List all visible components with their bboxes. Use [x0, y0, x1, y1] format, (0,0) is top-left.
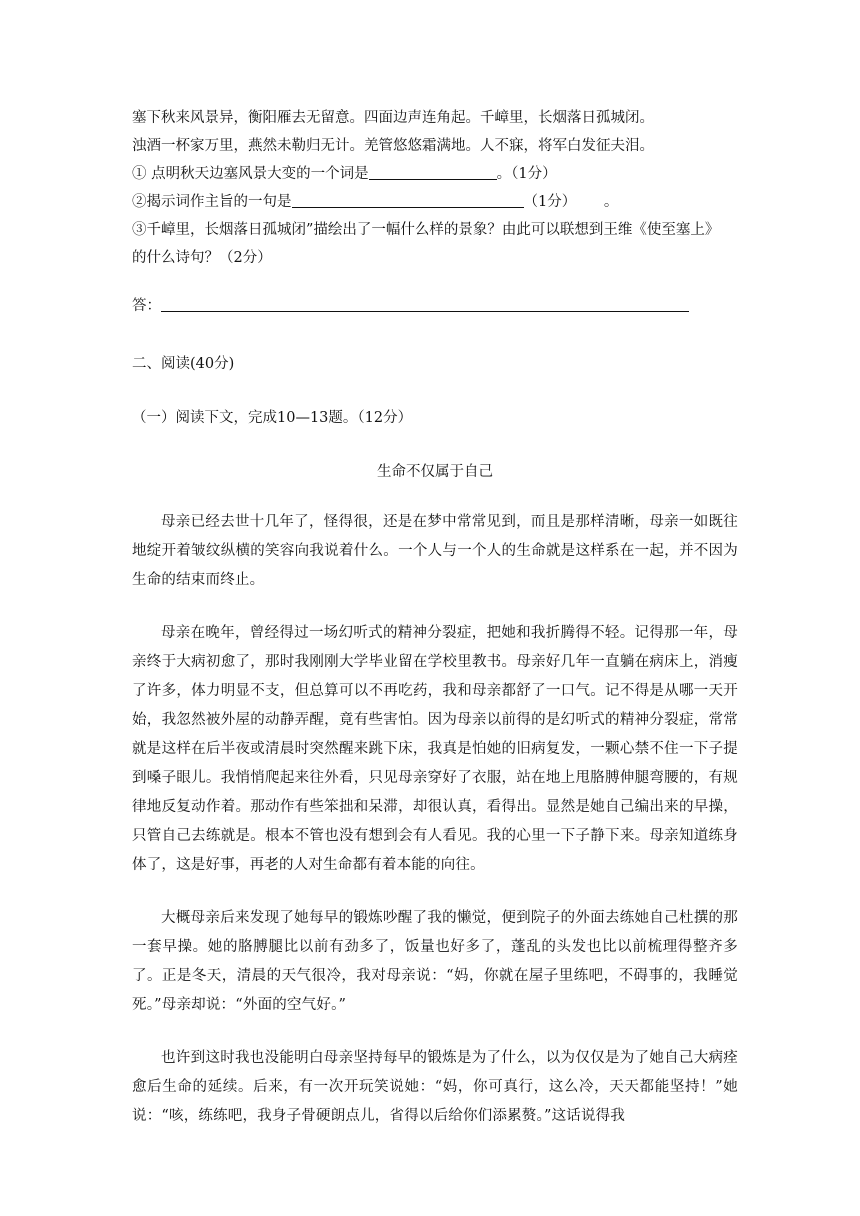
question-1-text: ① 点明秋天边塞风景大变的一个词是 — [132, 166, 369, 182]
answer-line — [132, 292, 738, 320]
poem-line-1: 塞下秋来风景异，衡阳雁去无留意。四面边声连角起。千嶂里，长烟落日孤城闭。 — [132, 110, 654, 126]
answer-blank-3 — [161, 295, 689, 312]
article-paragraph-4: 也许到这时我也没能明白母亲坚持每早的锻炼是为了什么，以为仅仅是为了她自己大病痊愈后生命的延续。后来，有一次开玩笑说她：“妈，你可真行，这么冷，天天都能坚持！”她说：“咳，练练吧，我身子骨硬朗点儿，省得以后给你们添累赘。”这话说得我 — [132, 1050, 738, 1124]
document-page — [132, 104, 738, 1131]
question-3-line-2: 的什么诗句？（2分） — [132, 250, 272, 266]
question-2-text: ②揭示词作主旨的一句是 — [132, 194, 292, 210]
article-paragraph-2: 母亲在晚年，曾经得过一场幻听式的精神分裂症，把她和我折腾得不轻。记得那一年，母亲终于大病初愈了，那时我刚刚大学毕业留在学校里教书。母亲好几年一直躺在病床上，消瘦了许多，体力明显不支，但总算可以不再吃药，我和母亲都舒了一口气。记不得是从哪一天开始，我忽然被外屋的动静弄醒，竟有些害怕。因为母亲以前得的是幻听式的精神分裂症，常常就是这样在后半夜或清晨时突然醒来跳下床，我真是怕她的旧病复发，一颗心禁不住一下子提到嗓子眼儿。我悄悄爬起来往外看，只见母亲穿好了衣服，站在地上甩胳膊伸腿弯腰的，有规律地反复动作着。那动作有些笨拙和呆滞，却很认真，看得出。显然是她自己编出来的早操，只管自己去练就是。根本不管也没有想到会有人看见。我的心里一下子静下来。母亲知道练身体了，这是好事，再老的人对生命都有着本能的向往。 — [132, 625, 738, 873]
question-1 — [132, 160, 738, 188]
answer-label: 答： — [132, 298, 161, 314]
subsection-heading: （一）阅读下文，完成10—13题。（12分） — [132, 410, 413, 426]
question-1-points: 。（1分） — [496, 166, 557, 182]
question-3-line-1: ③千嶂里，长烟落日孤城闭”描绘出了一幅什么样的景象？由此可以联想到王维《使至塞上》 — [132, 222, 720, 238]
article-title: 生命不仅属于自己 — [377, 464, 493, 480]
section-heading: 二、阅读(40分) — [132, 356, 235, 372]
question-2 — [132, 188, 738, 216]
article-paragraph-3: 大概母亲后来发现了她每早的锻炼吵醒了我的懒觉，便到院子的外面去练她自己杜撰的那一套早操。她的胳膊腿比以前有劲多了，饭量也好多了，蓬乱的头发也比以前梳理得整齐多了。正是冬天，清晨的天气很冷，我对母亲说：“妈，你就在屋子里练吧，不碍事的，我睡觉死。”母亲却说：“外面的空气好。” — [132, 910, 738, 1013]
question-2-points: （1分） 。 — [523, 194, 619, 210]
article-paragraph-1: 母亲已经去世十几年了，怪得很，还是在梦中常常见到，而且是那样清晰，母亲一如既往地绽开着皱纹纵横的笑容向我说着什么。一个人与一个人的生命就是这样系在一起，并不因为生命的结束而终止。 — [132, 514, 738, 588]
poem-line-2: 浊酒一杯家万里，燕然未勒归无计。羌管悠悠霜满地。人不寐，将军白发征夫泪。 — [132, 138, 654, 154]
answer-blank-2 — [292, 191, 524, 208]
answer-blank-1 — [369, 163, 497, 180]
